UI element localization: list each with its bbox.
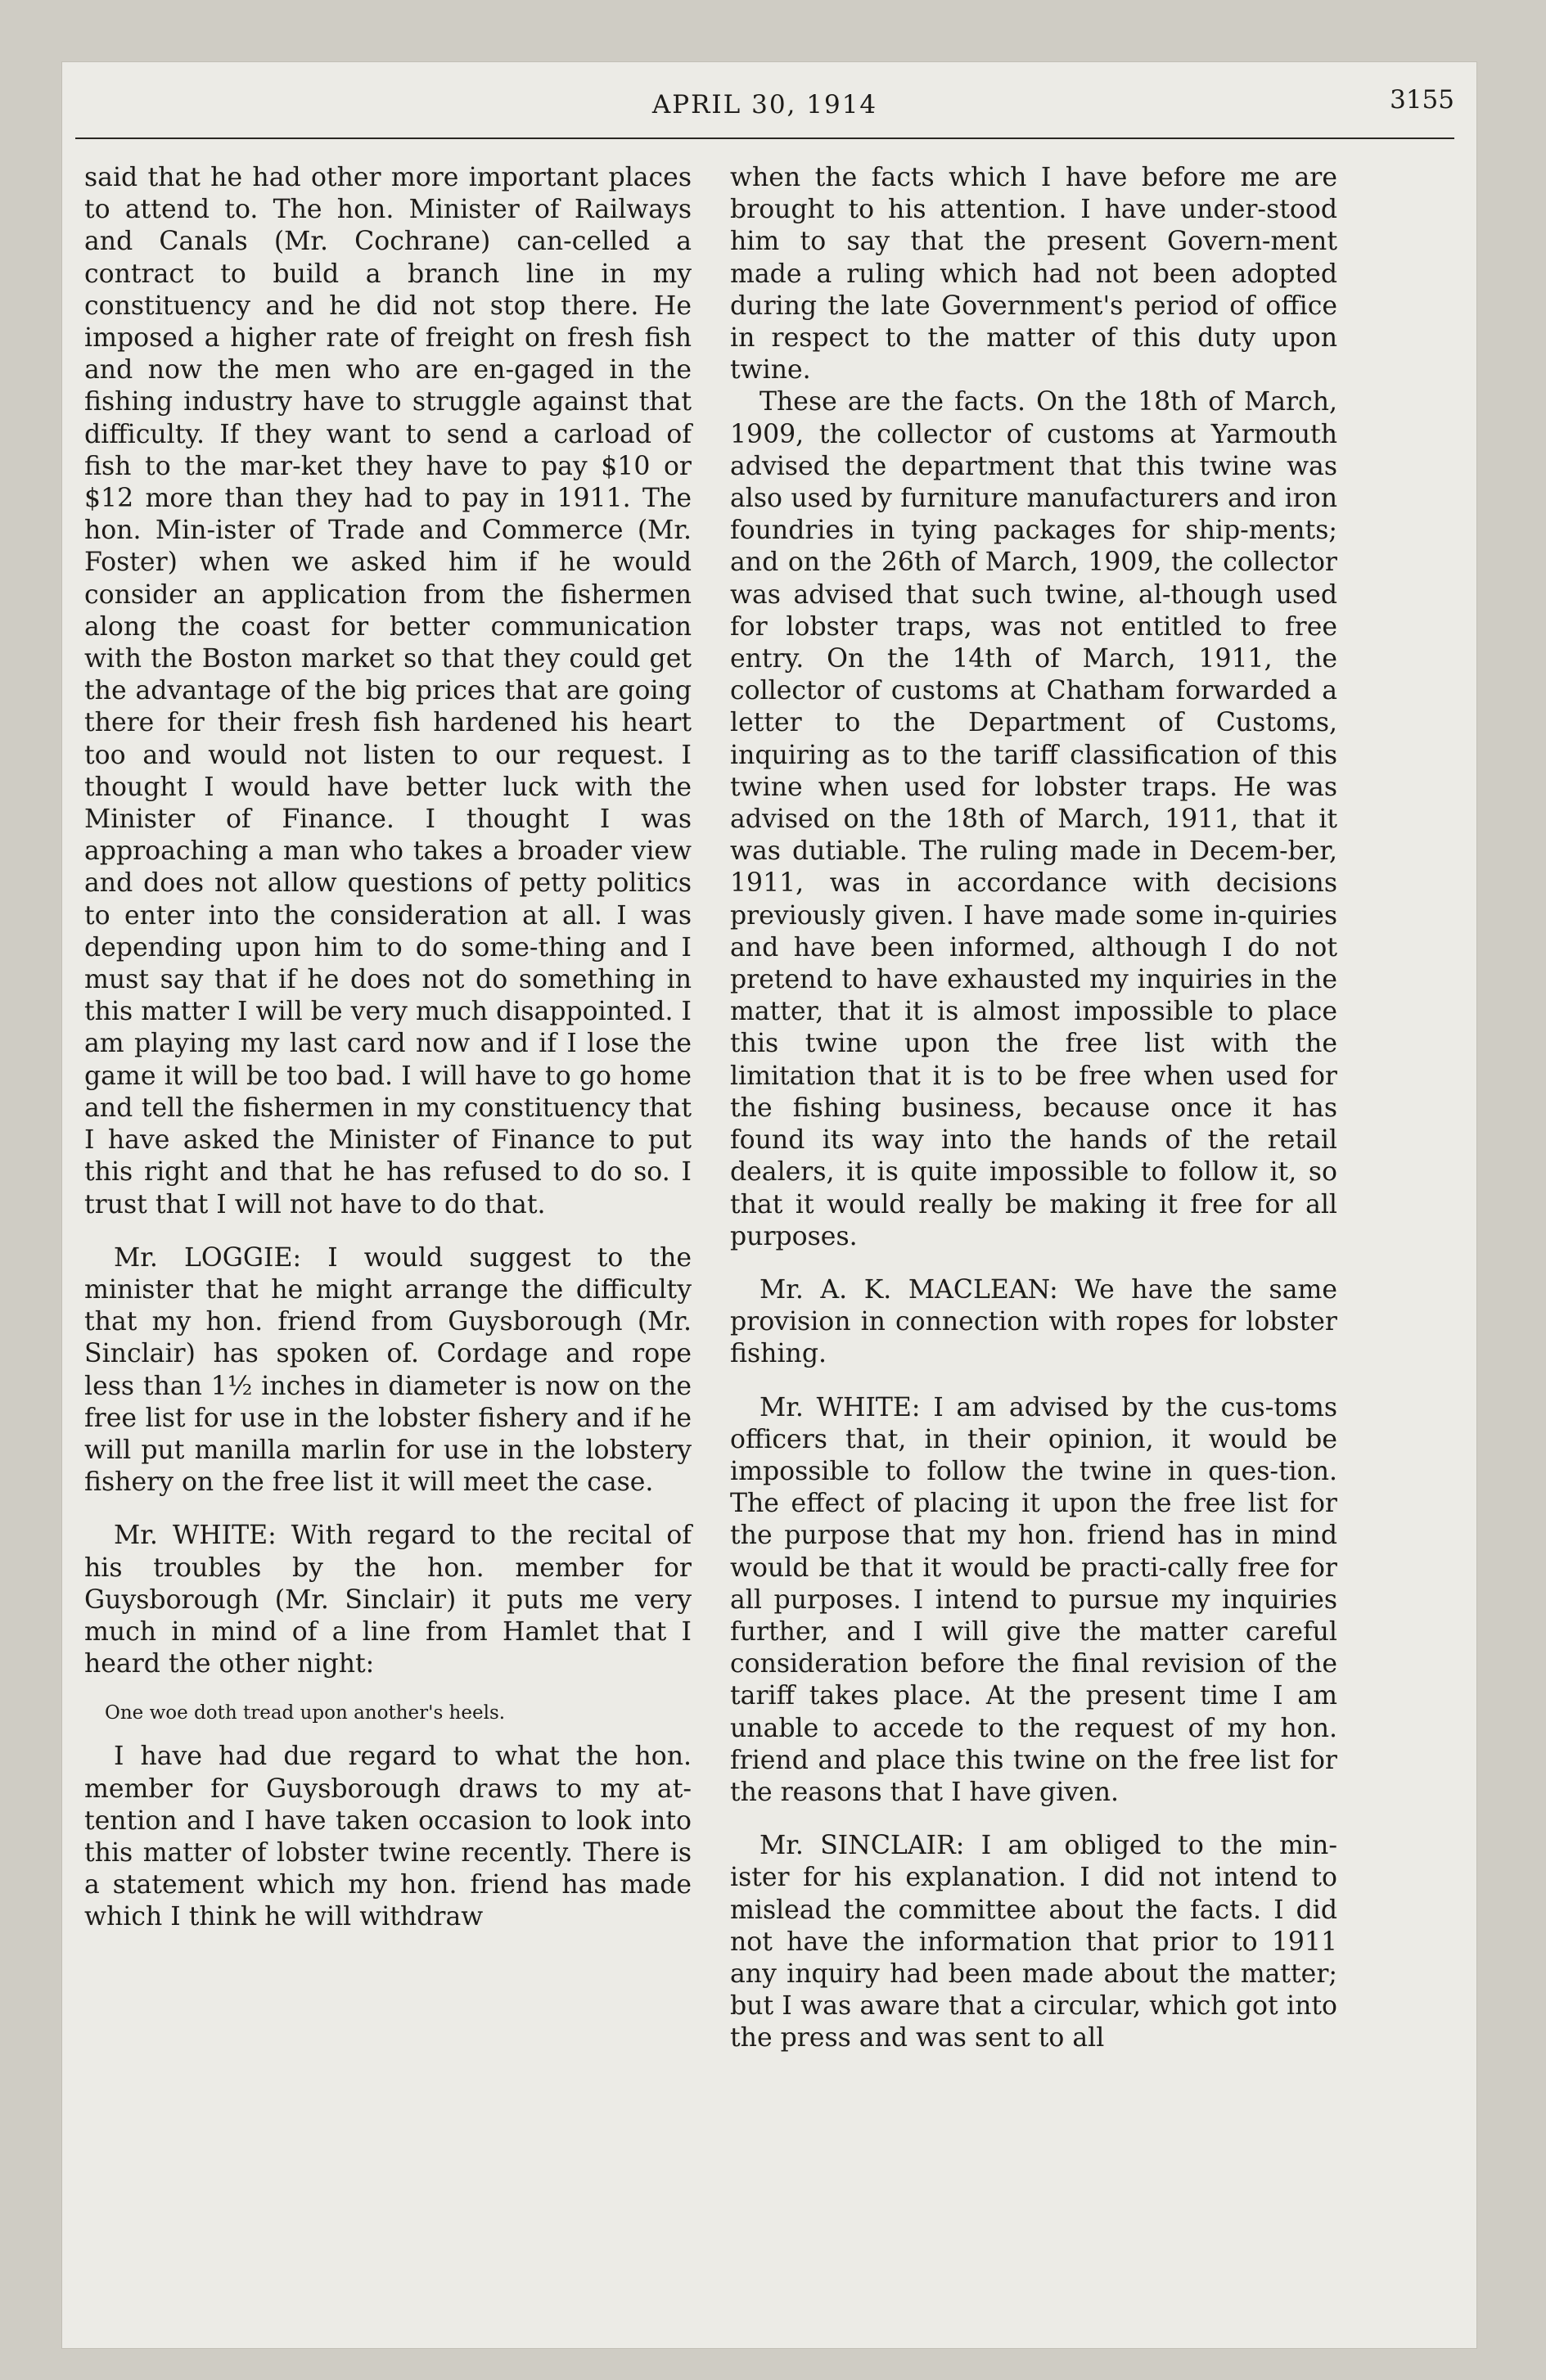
paragraph-loggie: Mr. LOGGIE: I would suggest to the minister that he might arrange the difficulty that my hon. friend from Guysborough (Mr. Sinclair) has spoken of. Cordage and rope less than 1½ inches in diameter is now on the free list for use in the lobster fishery and if he will put manilla marlin for use in the lobstery fishery on the free list it will meet the case. xyxy=(84,1242,692,1498)
paragraph-white: Mr. WHITE: I am advised by the cus-toms officers that, in their opinion, it would be impossible to follow the twine in ques-tion. The effect of placing it upon the free list for the purpose that my hon. friend has in mind would be that it would be practi-cally free for all purposes. I intend to pursue my inquiries further, and I will give the matter careful consideration before the final revision of the tariff takes place. At the present time I am unable to accede to the request of my hon. friend and place this twine on the free list for the reasons that I have given. xyxy=(730,1392,1337,1807)
header-rule xyxy=(75,137,1454,139)
header-date: APRIL 30, 1914 xyxy=(651,90,878,119)
paragraph-sinclair: Mr. SINCLAIR: I am obliged to the min-ister for his explanation. I did not intend to mislead the committee about the facts. I did not have the information that prior to 1911 any inquiry had been made about the matter; but I was aware that a circular, which got into the press and was sent to all xyxy=(730,1831,1337,2053)
hamlet-quote: One woe doth tread upon another's heels. xyxy=(105,1702,506,1724)
paragraph-facts: These are the facts. On the 18th of March, 1909, the collector of customs at Yarmouth advised the department that this twine was also used by furniture manufacturers and iron foundries in tying packages for ship-ments; and on the 26th of March, 1909, the collector was advised that such twine, al-though used for lobster traps, was not entitled to free entry. On the 14th of March, 1911, the collector of customs at Chatham forwarded a letter to the Department of Customs, inquiring as to the tariff classification of this twine when used for lobster traps. He was advised on the 18th of March, 1911, that it was dutiable. The ruling made in Decem-ber, 1911, was in accordance with decisions previously given. I have made some in-quiries and have been informed, although I do not pretend to have exhausted my inquiries in the matter, that it is almost impossible to place this twine upon the free list with the limitation that it is to be free when used for the fishing business, because once it has found its way into the hands of the retail dealers, it is quite impossible to follow it, so that it would really be making it free for all purposes. xyxy=(730,387,1337,1251)
paragraph-white: Mr. WHITE: With regard to the recital of his troubles by the hon. member for Guysborough (Mr. Sinclair) it puts me very much in mind of a line from Hamlet that I heard the other night: xyxy=(84,1521,692,1679)
paragraph: when the facts which I have before me are brought to his attention. I have under-stood him to say that the present Govern-ment made a ruling which had not been adopted during the late Government's period of office in respect to the matter of this duty upon twine. xyxy=(730,163,1337,385)
paragraph-maclean: Mr. A. K. MACLEAN: We have the same provision in connection with ropes for lobster fishing. xyxy=(730,1274,1337,1369)
right-column xyxy=(730,162,1337,2055)
page-header xyxy=(75,85,1454,139)
paragraph: I have had due regard to what the hon. member for Guysborough draws to my at-tention and I have taken occasion to look into this matter of lobster twine recently. There is a statement which my hon. friend has made which I think he will withdraw xyxy=(84,1742,692,1932)
page-number: 3155 xyxy=(1390,85,1454,115)
left-column xyxy=(84,162,692,1934)
paragraph: said that he had other more important places to attend to. The hon. Minister of Railways and Canals (Mr. Cochrane) can-celled a contract to build a branch line in my constituency and he did not stop there. He imposed a higher rate of freight on fresh fish and now the men who are en-gaged in the fishing industry have to struggle against that difficulty. If they want to send a carload of fish to the mar-ket they have to pay $10 or $12 more than they had to pay in 1911. The hon. Min-ister of Trade and Commerce (Mr. Foster) when we asked him if he would consider an application from the fishermen along the coast for better communication with the Boston market so that they could get the advantage of the big prices that are going there for their fresh fish hardened his heart too and would not listen to our request. I thought I would have better luck with the Minister of Finance. I thought I was approaching a man who takes a broader view and does not allow questions of petty politics to enter into the consideration at all. I was depending upon him to do some-thing and I must say that if he does not do something in this matter I will be very much disappointed. I am playing my last card now and if I lose the game it will be too bad. I will have to go home and tell the fishermen in my constituency that I have asked the Minister of Finance to put this right and that he has refused to do so. I trust that I will not have to do that. xyxy=(84,163,692,1219)
